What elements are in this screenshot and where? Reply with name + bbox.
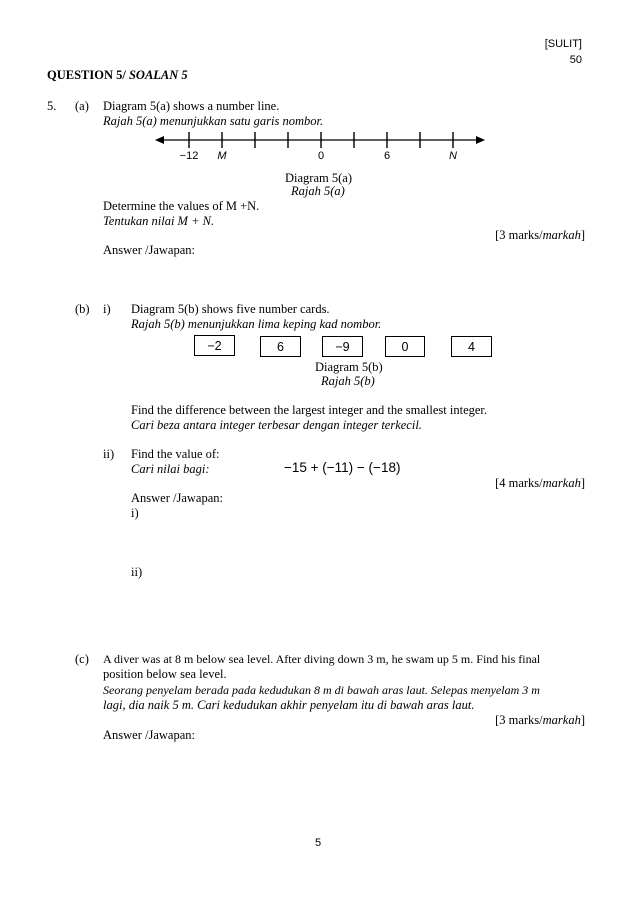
number-card: −2 xyxy=(194,335,235,356)
part-c-label: (c) xyxy=(75,652,89,666)
diagram-5b-caption: Diagram 5(b) xyxy=(315,360,383,374)
number-line-arrow-right xyxy=(476,136,485,144)
number-line-label-zero: 0 xyxy=(317,150,325,162)
part-b-find-ms: Cari nilai bagi: xyxy=(131,462,210,476)
diagram-5a-caption-ms: Rajah 5(a) xyxy=(291,184,345,198)
part-b-line2: Rajah 5(b) menunjukkan lima keping kad nombor. xyxy=(131,317,382,331)
part-b-expression: −15 + (−11) − (−18) xyxy=(284,460,401,475)
number-line-arrow-left xyxy=(155,136,164,144)
part-c-line2: position below sea level. xyxy=(103,667,227,681)
header-tag: [SULIT] xyxy=(544,38,582,50)
question-number: 5. xyxy=(47,99,57,113)
part-b-answer-ii: ii) xyxy=(131,565,143,579)
number-line-label-neg12: −12 xyxy=(179,150,199,162)
question-title xyxy=(47,68,188,83)
number-line-label-n: N xyxy=(449,150,457,162)
part-c-line1: A diver was at 8 m below sea level. After diving down 3 m, he swam up 5 m. Find his final xyxy=(103,652,541,666)
number-line-label-6: 6 xyxy=(383,150,391,162)
part-c-answer: Answer /Jawapan: xyxy=(103,728,195,742)
part-a-task-ms: Tentukan nilai M + N. xyxy=(103,214,215,228)
part-c-marks: [3 marks/markah] xyxy=(495,713,585,727)
part-b-sub-ii: ii) xyxy=(103,447,115,461)
part-b-label: (b) xyxy=(75,302,90,316)
part-b-find-en: Find the value of: xyxy=(131,447,220,461)
part-a-line1: Diagram 5(a) shows a number line. xyxy=(103,99,280,113)
part-b-task-en: Find the difference between the largest integer and the smallest integer. xyxy=(131,403,488,417)
number-line-label-m: M xyxy=(217,150,227,162)
page-number: 5 xyxy=(315,837,322,849)
part-b-task-ms: Cari beza antara integer terbesar dengan integer terkecil. xyxy=(131,418,422,432)
part-a-label: (a) xyxy=(75,99,89,113)
part-b-line1: Diagram 5(b) shows five number cards. xyxy=(131,302,330,316)
number-card: 6 xyxy=(260,336,301,357)
part-b-sub-i: i) xyxy=(103,302,111,316)
question-title-ms: SOALAN 5 xyxy=(128,68,188,82)
part-c-line4: lagi, dia naik 5 m. Cari kedudukan akhir penyelam itu di bawah aras laut. xyxy=(103,698,475,712)
number-card: −9 xyxy=(322,336,363,357)
part-a-answer: Answer /Jawapan: xyxy=(103,243,195,257)
number-card: 4 xyxy=(451,336,492,357)
header-code: 50 xyxy=(569,54,582,66)
part-b-answer-i: i) xyxy=(131,506,139,520)
question-title-en: QUESTION 5/ xyxy=(47,68,126,82)
part-b-marks: [4 marks/markah] xyxy=(495,476,585,490)
part-a-line2: Rajah 5(a) menunjukkan satu garis nombor. xyxy=(103,114,324,128)
number-card: 0 xyxy=(385,336,425,357)
part-b-answer: Answer /Jawapan: xyxy=(131,491,223,505)
part-a-marks: [3 marks/markah] xyxy=(495,228,585,242)
part-c-line3: Seorang penyelam berada pada kedudukan 8 m di bawah aras laut. Selepas menyelam 3 m xyxy=(103,683,540,697)
diagram-5a-caption: Diagram 5(a) xyxy=(285,171,352,185)
number-line xyxy=(155,130,485,164)
diagram-5b-caption-ms: Rajah 5(b) xyxy=(321,374,375,388)
part-a-task-en: Determine the values of M +N. xyxy=(103,199,260,213)
